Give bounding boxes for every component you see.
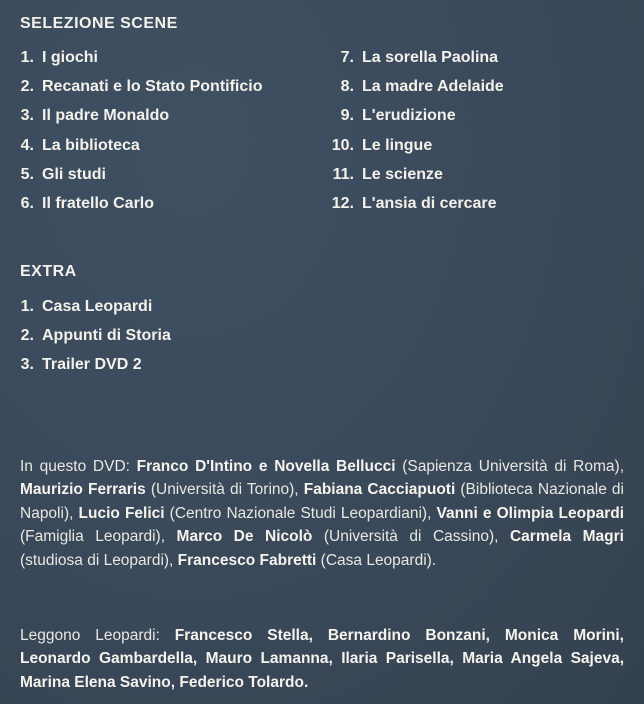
scene-number: 12. [331, 194, 354, 212]
scene-label: La biblioteca [42, 136, 140, 154]
scene-item [320, 189, 504, 218]
scene-label: Recanati e lo Stato Pontificio [42, 78, 263, 96]
scene-label: L'ansia di cercare [362, 194, 497, 212]
extra-number: 2. [20, 327, 34, 345]
contributor-affiliation: (Università di Torino), [145, 481, 304, 499]
readers-intro: Leggono Leopardi: [20, 627, 175, 644]
scene-label: La madre Adelaide [362, 78, 504, 96]
extra-label: Appunti di Storia [42, 327, 171, 345]
scene-number: 10. [331, 136, 354, 154]
contributor-affiliation: (Università di Cassino), [312, 528, 510, 546]
contributors-intro: In questo DVD: [20, 458, 137, 475]
scene-number: 1. [20, 49, 34, 66]
scene-label: L'erudizione [362, 107, 456, 125]
scene-label: Le lingue [362, 136, 433, 154]
contributor-name: Vanni e Olimpia Leopardi [436, 504, 625, 522]
scene-item [320, 131, 504, 160]
scene-label: Il fratello Carlo [42, 194, 155, 212]
extra-number: 3. [20, 356, 34, 374]
contributor-affiliation: (studiosa di Leopardi), [20, 551, 178, 569]
extra-label: Casa Leopardi [42, 298, 153, 315]
scene-number: 7. [340, 49, 354, 66]
extra-heading: EXTRA [20, 263, 77, 280]
scene-item [0, 189, 262, 218]
contributor-affiliation: (Centro Nazionale Studi Leopardiani), [164, 504, 437, 522]
contributor-affiliation: (Sapienza Università di Roma), [395, 458, 624, 475]
contributor-name: Fabiana Cacciapuoti [303, 481, 456, 499]
scene-item [0, 43, 262, 72]
scene-item [0, 101, 262, 130]
scene-number: 6. [20, 194, 34, 212]
contributor-affiliation: (Casa Leopardi). [316, 551, 437, 569]
scene-label: Il padre Monaldo [42, 107, 170, 125]
scene-item [320, 101, 504, 130]
scene-number: 4. [20, 136, 34, 154]
scenes-list-left [0, 43, 262, 218]
contributor-name: Lucio Felici [78, 504, 165, 522]
extra-list [0, 292, 171, 380]
scene-item [320, 160, 504, 189]
scene-item [0, 72, 262, 101]
scene-number: 11. [332, 165, 354, 183]
scene-label: I giochi [42, 49, 98, 66]
scene-number: 9. [340, 107, 354, 125]
contributor-name: Carmela Magri [509, 528, 624, 546]
readers-credits [20, 624, 624, 694]
scene-item [0, 160, 262, 189]
scene-number: 2. [20, 78, 34, 96]
extra-item [0, 292, 171, 321]
scene-item [0, 131, 262, 160]
scenes-heading: SELEZIONE SCENE [20, 15, 178, 32]
scene-number: 8. [340, 78, 354, 96]
extra-item [0, 350, 171, 379]
scenes-list-right [320, 43, 504, 218]
contributor-affiliation: (Famiglia Leopardi), [20, 528, 177, 546]
extra-number: 1. [20, 298, 34, 315]
contributor-name: Maurizio Ferraris [20, 481, 146, 499]
contributor-affiliation: (Biblioteca Nazionale di Napoli), [20, 481, 624, 522]
contributor-name: Francesco Fabretti [177, 551, 317, 569]
scene-label: Le scienze [362, 165, 443, 183]
scene-item [320, 43, 504, 72]
scene-number: 3. [20, 107, 34, 125]
scene-label: Gli studi [42, 165, 106, 183]
extra-item [0, 321, 171, 350]
scene-label: La sorella Paolina [362, 49, 499, 66]
extra-label: Trailer DVD 2 [42, 356, 142, 374]
scene-number: 5. [20, 165, 34, 183]
contributor-name: Franco D'Intino e Novella Bellucci [136, 458, 396, 475]
readers-names: Francesco Stella, Bernardino Bonzani, Monica Morini, Leonardo Gambardella, Mauro Lamanna, Ilaria Parisella, Maria Angela Sajeva, Marina Elena Savino, Federico Tolardo. [20, 627, 624, 691]
dvd-contributors [20, 455, 624, 572]
scene-item [320, 72, 504, 101]
contributor-name: Marco De Nicolò [176, 528, 313, 546]
